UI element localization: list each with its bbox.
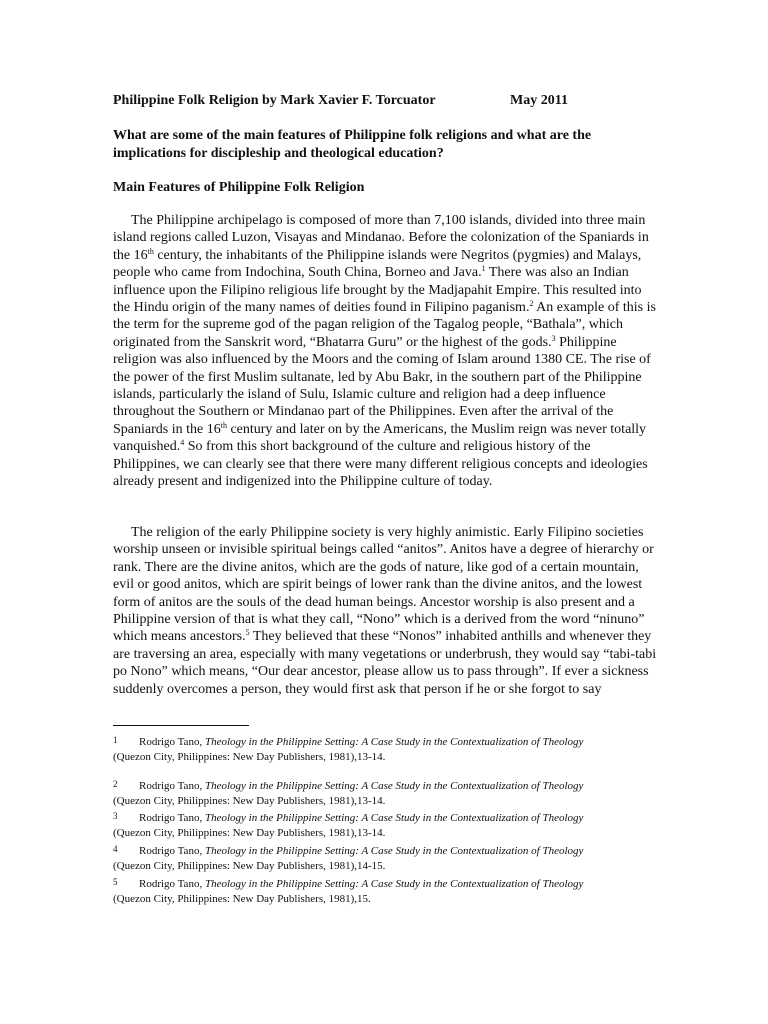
- paragraph-text: century and later on by the Americans, the Muslim reign was never totally vanquished.: [113, 421, 647, 455]
- footnote-book-title: Theology in the Philippine Setting: A Case Study in the Contextualization of Theology: [204, 812, 584, 824]
- document-title: Philippine Folk Religion by Mark Xavier F. Torcuator: [113, 93, 436, 108]
- footnote-5: [113, 875, 658, 906]
- footnote-3: [113, 809, 658, 840]
- footnote-author: Rodrigo Tano,: [139, 780, 205, 792]
- footnote-ref-4[interactable]: 4: [180, 438, 185, 448]
- document-header: [113, 92, 633, 110]
- paragraph-text: An example of this is the term for the supreme god of the pagan religion of the Tagalog people, “Bathala”, which originated from the Sanskrit word, “Bhatarra Guru” or the highest of the gods.: [113, 300, 656, 350]
- paragraph-text: Philippine religion was also influenced by the Moors and the coming of Islam around 1380 CE. The rise of the power of the first Muslim sultanate, led by Abu Bakr, in the southern part of the Philippine islands, particularly the island of Sulu, Islamic culture and religion had a deep influence throughout the Southern or Mindanao part of the Philippines. Even after the arrival of the Spaniards in the 16: [113, 334, 651, 437]
- footnote-number: 5: [113, 877, 118, 887]
- superscript-ordinal: th: [147, 246, 154, 256]
- paragraph-text: century, the inhabitants of the Philippine islands were Negritos (pygmies) and Malays, people who came from Indochina, South China, Borneo and Java.: [113, 247, 642, 281]
- footnote-ref-2[interactable]: 2: [529, 299, 534, 309]
- footnote-book-title: Theology in the Philippine Setting: A Case Study in the Contextualization of Theology: [204, 878, 584, 890]
- footnote-book-title: Theology in the Philippine Setting: A Case Study in the Contextualization of Theology: [204, 780, 584, 792]
- footnote-author: Rodrigo Tano,: [139, 845, 205, 857]
- footnote-1: [113, 733, 658, 764]
- body-paragraph-1: [113, 212, 658, 491]
- footnote-author: Rodrigo Tano,: [139, 812, 205, 824]
- footnote-book-title: Theology in the Philippine Setting: A Case Study in the Contextualization of Theology: [204, 736, 584, 748]
- footnote-publication: (Quezon City, Philippines: New Day Publishers, 1981),13-14.: [113, 750, 386, 763]
- footnote-author: Rodrigo Tano,: [139, 736, 205, 748]
- footnote-ref-5[interactable]: 5: [245, 628, 250, 638]
- section-heading: Main Features of Philippine Folk Religion: [113, 180, 365, 195]
- footnote-author: Rodrigo Tano,: [139, 878, 205, 890]
- research-question: What are some of the main features of Philippine folk religions and what are the implications for discipleship and theological education?: [113, 128, 592, 161]
- body-paragraph-2: [113, 524, 658, 698]
- document-date: May 2011: [510, 93, 568, 108]
- paragraph-text: The Philippine archipelago is composed of more than 7,100 islands, divided into three main island regions called Luzon, Visayas and Mindanao. Before the colonization of the Spaniards in the 16: [113, 213, 649, 263]
- paragraph-text: The religion of the early Philippine society is very highly animistic. Early Filipino societies worship unseen or invisible spiritual beings called “anitos”. Anitos have a degree of hierarchy or rank. There are the divine anitos, which are the gods of nature, like god of a certain mountain, evil or good anitos, which are spirit beings of lower rank than the divine anitos, and the lowest form of anitos are the souls of the dead human beings. Ancestor worship is also present and a Philippine version of that is what they call, “Nono” which is a derived from the word “ninuno” which means ancestors.: [113, 525, 654, 645]
- footnote-separator: [113, 725, 249, 726]
- footnote-book-title: Theology in the Philippine Setting: A Case Study in the Contextualization of Theology: [204, 845, 584, 857]
- footnote-4: [113, 842, 658, 873]
- footnote-ref-1[interactable]: 1: [481, 264, 486, 274]
- superscript-ordinal: th: [220, 420, 227, 430]
- footnote-number: 1: [113, 735, 118, 745]
- footnote-publication: (Quezon City, Philippines: New Day Publishers, 1981),13-14.: [113, 826, 386, 839]
- footnote-2: [113, 777, 658, 808]
- footnote-number: 4: [113, 844, 118, 854]
- footnote-ref-3[interactable]: 3: [551, 333, 556, 343]
- paragraph-text: So from this short background of the culture and religious history of the Philippines, we can clearly see that there were many different religious concepts and ideologies already present and indigenized into the Philippine culture of today.: [113, 439, 648, 490]
- footnote-number: 3: [113, 811, 118, 821]
- paragraph-text: They believed that these “Nonos” inhabited anthills and whenever they are traversing an area, especially with many vegetations or underbrush, they would say “tabi-tabi po Nono” which means, “Our dear ancestor, please allow us to pass through”. If ever a sickness suddenly overcomes a person, they would first ask that person if he or she forgot to say: [113, 629, 657, 697]
- footnote-publication: (Quezon City, Philippines: New Day Publishers, 1981),13-14.: [113, 794, 386, 807]
- footnote-number: 2: [113, 779, 118, 789]
- footnote-publication: (Quezon City, Philippines: New Day Publishers, 1981),14-15.: [113, 859, 386, 872]
- paragraph-text: There was also an Indian influence upon the Filipino religious life brought by the Madjapahit Empire. This resulted into the Hindu origin of the many names of deities found in Filipino paganism.: [113, 265, 642, 316]
- footnote-publication: (Quezon City, Philippines: New Day Publishers, 1981),15.: [113, 892, 371, 905]
